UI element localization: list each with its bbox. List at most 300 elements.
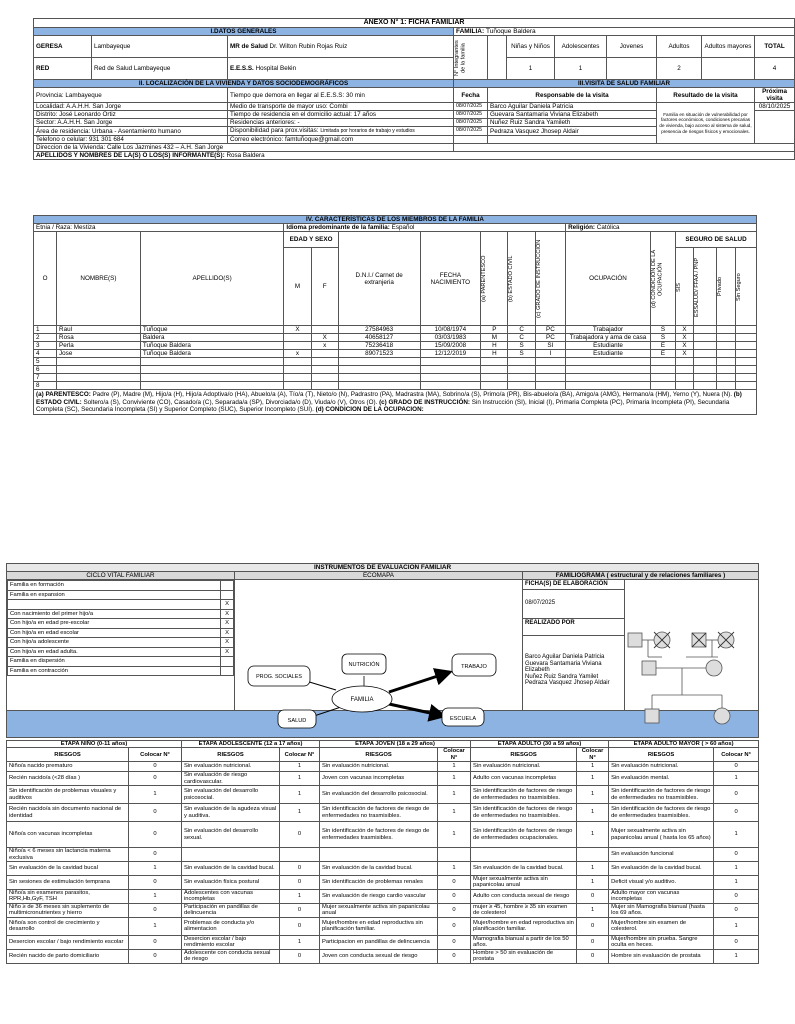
riesgo-row [7,917,759,935]
ciclo-item [8,666,234,676]
member-ocu: Estudiante [566,342,651,350]
riesgo-count: 1 [438,804,471,822]
riesgo-text: Sin identificación de factores de riesgo de enfermedades no trasmisibles. [609,786,714,804]
riesgo-text: Sin evaluación del desarrollo psicosocial. [182,786,280,804]
riesgo-row [7,935,759,949]
riesgo-count: 1 [438,861,471,875]
visita-responsable-2: Nuñez Ruiz Sandra Yamileth [488,119,657,127]
direccion: Direccion de la Vivienda: Calle Los Jazmines 432 – A.H. San Jorge [34,144,454,152]
member-con [650,366,675,374]
riesgo-count: 0 [129,848,182,862]
riesgo-text: Sin evaluación física postural [182,875,280,889]
visita-responsable-0: Barco Aguilar Daniela Patricia [488,103,657,111]
miembros-table [33,215,757,415]
ciclo-item-mark [221,657,234,667]
riesgo-count: 1 [577,772,609,786]
member-f: x [311,342,338,350]
col-nombres: NOMBRE(S) [57,232,141,326]
col-essalud: ESSALUD/ FFAA / PNP [693,248,716,326]
member-ocu: Trabajadora y ama de casa [566,334,651,342]
riesgo-count: 0 [129,875,182,889]
member-fecha: 10/08/1974 [420,326,481,334]
riesgo-text: Adulto mayor con vacunas incompletas [609,889,714,903]
riesgo-count: 1 [577,786,609,804]
member-par [481,358,508,366]
col-privado: Privado [716,248,735,326]
ciclo-item-label: Con hijo/a en edad pre-escolar [8,619,221,629]
col-parentesco: (a) PARENTESCO [481,232,508,326]
col-ocupacion: OCUPACIÓN [566,232,651,326]
ecomapa-title: ECOMAPA [235,572,523,580]
riesgo-count: 1 [714,772,759,786]
member-n: 1 [34,326,57,334]
member-f [311,326,338,334]
riesgo-text: Recién nacido de parto domiciliario [7,949,129,963]
loc-right-1: Medio de transporte de mayor uso: Combi [228,103,454,111]
riesgo-count: 1 [129,786,182,804]
riesgo-count: 1 [280,786,320,804]
riesgo-text: Mujer/hombre sin examen de colesterol. [609,917,714,935]
member-m [284,342,311,350]
riesgo-text: Sin evaluación de la cavidad bucal. [471,861,577,875]
riesgo-count [577,848,609,862]
member-apellido: Tuñoque [140,326,284,334]
riesgo-count: 1 [577,804,609,822]
visita-fecha-1: 08/07/2025 [454,111,488,119]
member-civ [508,374,535,382]
familiograma-title: FAMILIOGRAMA ( estructural y de relaciones familiares ) [523,572,759,580]
riesgo-count: 1 [280,935,320,949]
ciclo-item [8,638,234,648]
member-ocu [566,366,651,374]
riesgo-count: 0 [438,875,471,889]
member-gra [535,366,565,374]
ficha-date: 08/07/2025 [523,590,624,619]
riesgo-text: Participación en pandillas de delincuencia [182,903,280,917]
member-con: S [650,326,675,334]
ciclo-item-mark: X [221,638,234,648]
riesgo-row [7,861,759,875]
instrumentos-title: INSTRUMENTOS DE EVALUACION FAMILIAR [7,564,759,572]
svg-text:SALUD: SALUD [287,718,307,724]
riesgo-text: Sin identificación de problemas renales [320,875,438,889]
riesgo-text: Mujer/hombre en edad reproductiva sin planificación familiar. [320,917,438,935]
col-o: O [34,232,57,326]
integrantes-header-5: TOTAL [755,36,795,58]
ciclo-item-label: Con hijo/a adolescente [8,638,221,648]
riesgo-count: 0 [438,917,471,935]
loc-left-4: Área de residencia: Urbana - Asentamiento humano [34,127,228,136]
riesgo-count: 1 [280,889,320,903]
visita-responsable-1: Guevara Santamaria Viviana Elizabeth [488,111,657,119]
riesgo-count [438,848,471,862]
colocar-header: Colocar N° [129,748,182,762]
member-m: x [284,350,311,358]
member-gra: PC [535,326,565,334]
riesgo-count: 0 [280,822,320,848]
svg-text:NUTRICIÓN: NUTRICIÓN [348,662,380,668]
riesgo-text: Niño/a son control de crecimiento y desarrollo [7,917,129,935]
member-apellido [140,374,284,382]
riesgo-text: Adulto con conducta sexual de riesgo [471,889,577,903]
mr-field: MR de Salud Dr. Wilton Rubin Rojas Ruiz [228,36,454,58]
member-nombre: Perla [57,342,141,350]
member-n: 3 [34,342,57,350]
col-sin-seguro: Sin Seguro [735,248,756,326]
riesgo-text [320,848,438,862]
red-value: Red de Salud Lambayeque [92,58,228,80]
ciclo-item [8,590,234,600]
member-f [311,358,338,366]
riesgo-count: 0 [129,762,182,772]
realizado-name: Barco Aguilar Daniela Patricia [525,653,605,660]
loc-right-0: Tiempo que demora en llegar al E.E.S.S: 30 min [228,88,454,103]
member-con [650,374,675,382]
visita-proxima: 08/10/2025 [755,103,795,111]
colocar-header: Colocar N° [280,748,320,762]
riesgo-text: Mujer/hombre en edad reproductiva sin planificación familiar. [471,917,577,935]
ciclo-item-mark: X [221,609,234,619]
riesgo-count: 1 [438,762,471,772]
riesgo-count: 1 [577,822,609,848]
riesgo-count: 0 [714,786,759,804]
riesgo-text: Sin evaluación mental. [609,772,714,786]
colocar-header: Colocar N° [714,748,759,762]
riesgo-count: 1 [714,917,759,935]
riesgo-text: Sin evaluación nutricional. [471,762,577,772]
riesgo-text: Sin evaluación funcional [609,848,714,862]
riesgo-count: 1 [438,786,471,804]
member-sis [676,374,694,382]
riesgo-text: Sin identificación de factores de riesgo de enfermedades no trasmisibles. [320,804,438,822]
genogram-square [645,709,659,723]
ecomapa-diagram [244,624,514,736]
member-nombre [57,358,141,366]
member-con [650,358,675,366]
riesgo-text: mujer ≥ 45, hombre ≥ 35 sin examen de colesterol [471,903,577,917]
visita-header-fecha: Fecha [454,88,488,103]
col-apellidos: APELLIDO(S) [140,232,284,326]
member-apellido: Tuñoque Baldera [140,342,284,350]
member-fecha [420,374,481,382]
riesgo-count: 1 [577,875,609,889]
riesgo-row [7,903,759,917]
riesgo-text: Sin identificación de problemas visuales y auditivos [7,786,129,804]
section-datos-generales: I.DATOS GENERALES [34,27,454,35]
etapa-header: ETAPA NIÑO (0-11 años) [7,741,182,748]
riesgo-text: Mamografia bianual a partir de los 50 años. [471,935,577,949]
riesgo-text [471,848,577,862]
member-par: M [481,334,508,342]
riesgo-text: Niño/a nacido prematuro [7,762,129,772]
ciclo-item-label [8,600,221,610]
riesgo-text: Sin evaluación nutricional. [609,762,714,772]
member-row [34,334,757,342]
integrantes-header-4: Adultos mayores [702,36,755,58]
etapa-header: ETAPA JOVEN (18 a 29 años) [320,741,471,748]
riesgo-text: Sin identificación de factores de riesgo de enfermedades trasmisibles. [320,822,438,848]
member-apellido [140,358,284,366]
riesgos-header: RIESGOS [320,748,438,762]
member-apellido: Tuñoque Baldera [140,350,284,358]
member-fecha: 03/03/1983 [420,334,481,342]
member-nombre [57,374,141,382]
member-m [284,382,311,390]
riesgo-count: 1 [129,917,182,935]
riesgo-text: Niño ≥ de 36 meses sin suplemento de multimicronutrientes y hierro [7,903,129,917]
geresa-label: GERESA [34,36,92,58]
member-row [34,342,757,350]
religion: Religión: Católica [566,224,757,232]
riesgo-text: Mujer sexualmente activa sin papanicolau anual [471,875,577,889]
realizado-label: REALIZADO POR [523,619,624,636]
integrantes-value-5: 4 [755,58,795,80]
riesgo-count: 0 [280,875,320,889]
member-ocu: Estudiante [566,350,651,358]
genogram-circle [706,660,722,676]
col-edad: EDAD Y SEXO [284,232,338,248]
riesgo-text: Recién nacido/a (<28 días ) [7,772,129,786]
svg-text:TRABAJO: TRABAJO [461,664,487,670]
riesgo-text: Sin evaluación del desarrollo psicosocial. [320,786,438,804]
ciclo-item-label: Familia en contracción [8,666,221,676]
col-seguro: SEGURO DE SALUD [676,232,757,248]
member-row [34,350,757,358]
riesgo-text: Mujer sexualmente activa sin papanicolau anual [320,903,438,917]
riesgo-row [7,804,759,822]
ciclo-title: CICLO VITAL FAMILIAR [7,572,235,580]
etapa-header: ETAPA ADULTO MAYOR ( > 60 años) [609,741,759,748]
member-n: 5 [34,358,57,366]
col-dni: D.N.I./ Carnet de extranjeria [338,232,420,326]
riesgo-count: 1 [714,875,759,889]
riesgo-count: 0 [280,949,320,963]
riesgo-count: 0 [714,804,759,822]
ciclo-item [8,609,234,619]
sheet-title: ANEXO N° 1: FICHA FAMILIAR [34,19,795,28]
etapa-header: ETAPA ADOLESCENTE (12 a 17 años) [182,741,320,748]
riesgo-count: 0 [129,822,182,848]
riesgo-text: Adolescentes con vacunas incompletas [182,889,280,903]
ciclo-item-mark: X [221,600,234,610]
colocar-header: Colocar N° [577,748,609,762]
riesgo-row [7,762,759,772]
riesgo-text: Sin identificación de factores de riesgo de enfermedades trasmisibles. [609,804,714,822]
member-con: E [650,350,675,358]
visita-fecha-2: 08/07/2025 [454,119,488,127]
visita-header-resultado: Resultado de la visita [657,88,755,103]
member-con [650,382,675,390]
riesgo-count [280,848,320,862]
section-localizacion: II. LOCALIZACIÓN DE LA VIVIENDA Y DATOS SOCIODEMOGRÁFICOS [34,80,454,88]
riesgo-text: Desercion escolar / bajo rendimiento escolar [7,935,129,949]
member-apellido [140,382,284,390]
riesgo-count: 1 [129,889,182,903]
ciclo-item-label: Con hijo/a en edad adulta. [8,647,221,657]
integrantes-header-2: Jovenes [607,36,657,58]
member-fecha: 15/09/2008 [420,342,481,350]
member-par [481,382,508,390]
riesgo-row [7,949,759,963]
riesgo-count: 1 [577,762,609,772]
member-row [34,326,757,334]
riesgo-count: 0 [577,949,609,963]
loc-right-3: Residencias anteriores: - [228,119,454,127]
riesgo-text: Sin identificación de factores de riesgo de enfermedades ocupacionales. [471,822,577,848]
etapa-header: ETAPA ADULTO (30 a 59 años) [471,741,609,748]
col-civil: (b) ESTADO CIVIL [508,232,535,326]
riesgo-count: 0 [280,861,320,875]
visita-header-responsable: Responsable de la visita [488,88,657,103]
ciclo-item [8,657,234,667]
integrantes-value-4 [702,58,755,80]
ciclo-item-mark [221,590,234,600]
riesgo-text: Sin evaluación de riesgo cardiovascular. [182,772,280,786]
riesgo-count: 0 [438,889,471,903]
eco-link-trabajo [389,672,450,692]
member-ocu [566,374,651,382]
member-n: 2 [34,334,57,342]
riesgo-text: Sin evaluación del desarrollo sexual. [182,822,280,848]
etnia: Etnia / Raza: Mestiza [34,224,284,232]
riesgo-text: Niño/a < 6 meses sin lactancia materna exclusiva [7,848,129,862]
svg-text:FAMILIA: FAMILIA [350,697,374,703]
ciclo-list [7,580,234,676]
riesgo-text: Sin evaluación de la cavidad bucal. [182,861,280,875]
riesgo-count: 0 [577,917,609,935]
riesgo-row [7,848,759,862]
riesgo-count: 1 [714,822,759,848]
member-par: H [481,342,508,350]
member-m [284,358,311,366]
col-grado: (c) GRADO DE INSTRUCCIÓN [535,232,565,326]
riesgo-count: 0 [129,772,182,786]
visita-header-proxima: Próxima visita [755,88,795,103]
member-sis [676,382,694,390]
riesgo-text: Adolescente con conducta sexual de riesgo [182,949,280,963]
riesgo-count: 0 [714,903,759,917]
member-sis: X [676,342,694,350]
member-m [284,374,311,382]
realizado-name: Guevara Santamaria Viviana [525,660,602,667]
col-f: F [311,248,338,326]
member-fecha [420,358,481,366]
ciclo-item-label: Familia en formación [8,581,221,591]
riesgo-text: Sin evaluación de la cavidad bucal. [320,861,438,875]
member-civ: C [508,326,535,334]
riesgo-text: Hombre sin evaluación de prostata [609,949,714,963]
integrantes-value-1: 1 [555,58,607,80]
member-row [34,382,757,390]
svg-text:ESCUELA: ESCUELA [449,716,477,722]
riesgo-text: Niño/a sin examenes parasitos, RPR,Hb,GyF, TSH [7,889,129,903]
member-sis: X [676,334,694,342]
riesgo-text: Participacion en pandillas de delincuencia [320,935,438,949]
eess-field: E.E.S.S. Hospital Belén [228,58,454,80]
genogram-square [628,633,642,647]
visita-fecha-0: 08/07/2025 [454,103,488,111]
riesgo-text: Joven con conducta sexual de riesgo [320,949,438,963]
riesgo-text: Recién nacido/a sin documento nacional de identidad [7,804,129,822]
riesgo-count: 1 [280,762,320,772]
loc-right-4: Disponibilidad para prox.visitas: Limitada por horarios de trabajo y estudios [228,127,454,136]
integrantes-value-0: 1 [507,58,555,80]
member-n: 4 [34,350,57,358]
member-nombre [57,366,141,374]
riesgo-count: 1 [129,861,182,875]
integrantes-value-3: 2 [657,58,702,80]
riesgo-count: 1 [577,861,609,875]
member-civ [508,358,535,366]
riesgo-text: Hombre > 50 sin evaluación de prostata [471,949,577,963]
riesgo-row [7,822,759,848]
ciclo-item [8,600,234,610]
riesgos-header: RIESGOS [7,748,129,762]
member-f [311,374,338,382]
riesgo-text: Sin evaluación nutricional. [182,762,280,772]
ciclo-item-label: Familia en dispersión [8,657,221,667]
colocar-header: Colocar N° [438,748,471,762]
integrantes-value-2 [607,58,657,80]
loc-left-5: Telefono o celular: 931 301 684 [34,135,228,143]
riesgo-text: Mujer sexualmente activa sin papanicolau anual ( hasta los 65 años) [609,822,714,848]
riesgo-text: Mujer sin Mamografia bianual (hasta los 69 años. [609,903,714,917]
member-apellido [140,366,284,374]
visita-responsable-3: Pedraza Vasquez Jhosep Aldair [488,127,657,136]
riesgo-count: 0 [129,903,182,917]
notas-leyenda: (a) PARENTESCO: Padre (P), Madre (M), Hijo/a (H), Hijo/a Adoptiva/o (HA), Abuelo/a (A), Tío/a (T), Nieto/o (N), Padrastro (PA), Madrastra (MA), Sobrino/a (S), Primo/a (PR), Bis-abuelo/a (BA), Amigo/a (AMG), Hermano/a (HM), Yerno (Y), Nuera (N). (b) ESTADO CIVIL: Soltero/a (S), Conviviente (CO), Casado/a (C), Separada/a (SP), Divorciada/o (D), Viuda/o (V), Otros (O). (c) GRADO DE INSTRUCCIÓN: Sin Instrucción (SI), Inicial (I), Primaria Completa (PC), Primaria Incompleta (PI), Secundaria Completa (SC), Secundaria Incompleta (SI) y Superior Completo (SUC), Superior Incompleto (SUI). (d) CONDICION DE LA OCUPACION: [34,390,757,414]
member-con: E [650,342,675,350]
riesgo-count: 1 [438,822,471,848]
riesgo-row [7,772,759,786]
ciclo-item-label: Familia en expansion [8,590,221,600]
genogram-circle [714,708,730,724]
ciclo-item-mark: X [221,647,234,657]
realizado-name: Pedraza Vasquez Jhosep Aldair [525,680,610,687]
member-nombre [57,382,141,390]
genogram-square [642,661,656,675]
riesgo-count: 0 [577,889,609,903]
riesgo-count: 0 [438,949,471,963]
member-nombre: Rosa [57,334,141,342]
member-m: X [284,326,311,334]
member-dni: 89071523 [338,350,420,358]
member-dni [338,358,420,366]
riesgo-count: 0 [129,949,182,963]
member-civ [508,366,535,374]
idioma: Idioma predominante de la familia: Español [284,224,566,232]
familiograma-diagram [622,625,758,737]
riesgo-count: 1 [714,949,759,963]
loc-right-2: Tiempo de residencia en el domicilio actual: 17 años [228,111,454,119]
riesgo-row [7,889,759,903]
member-par [481,374,508,382]
riesgo-text: Sin sesiones de estimulación temprana [7,875,129,889]
member-gra [535,358,565,366]
member-ocu: Trabajador [566,326,651,334]
ciclo-item-mark [221,581,234,591]
loc-left-3: Sector: A.A.H.H. San Jorge [34,119,228,127]
member-par: H [481,350,508,358]
loc-left-2: Distrito: José Leonardo Ortiz [34,111,228,119]
col-m: M [284,248,311,326]
visita-resultado: Familia en situación de vulnerabilidad por factores económicos, condiciones precarias de vivienda, bajo acceso al sistema de salud, presencia de riesgos físicos y emocionales. [657,103,755,144]
riesgo-count: 0 [714,848,759,862]
red-label: RED [34,58,92,80]
loc-left-0: Provincia: Lambayeque [34,88,228,103]
member-n: 6 [34,366,57,374]
riesgo-text: Sin identificación de factores de riesgo de enfermedades no trasmisibles. [471,804,577,822]
